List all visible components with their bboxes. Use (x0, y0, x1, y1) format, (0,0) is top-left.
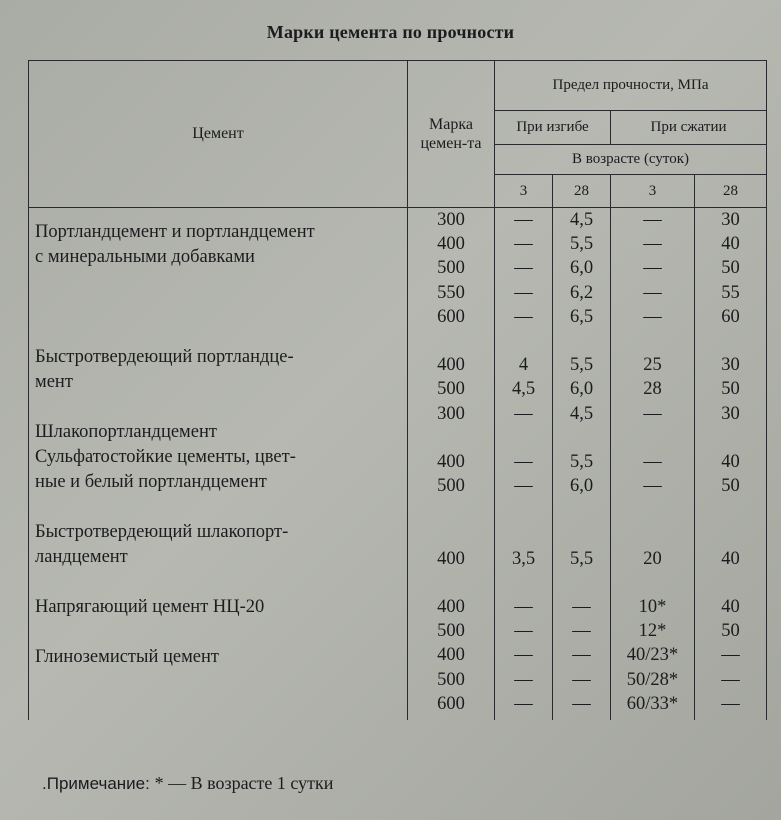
comp28-cell: — (721, 645, 740, 666)
bend3-cell: — (514, 306, 533, 327)
comp3-cell (611, 426, 694, 450)
bend3-cell (495, 498, 552, 522)
comp28-cell: 40 (721, 597, 740, 617)
bend28-cell (553, 498, 610, 522)
bend3-cell (495, 426, 552, 450)
footnote (42, 773, 333, 794)
grade-cell: 500 (437, 669, 465, 690)
header-grade-text: Марка цемен-та (420, 116, 482, 152)
comp3-column (611, 208, 695, 721)
bend3-cell: — (514, 234, 533, 255)
comp28-cell: 50 (721, 258, 740, 279)
bend3-cell (495, 522, 552, 546)
bend28-cell (553, 522, 610, 546)
comp3-cell (611, 571, 694, 595)
grade-cell: 500 (437, 476, 465, 497)
table-title: Марки цемента по прочности (266, 22, 515, 42)
header-day: 28 (695, 175, 767, 208)
grade-cell (408, 329, 494, 353)
grade-cell: 600 (437, 693, 465, 714)
bend28-cell: 6,0 (569, 476, 594, 497)
comp28-cell: 30 (721, 403, 740, 424)
comp28-cell (695, 329, 766, 353)
bend28-cell: — (572, 621, 591, 642)
header-age: В возрасте (суток) (495, 145, 767, 175)
comp28-cell: 55 (721, 282, 740, 303)
footnote-text: * — В возрасте 1 сутки (154, 773, 334, 793)
comp28-cell: 40 (721, 451, 740, 472)
bend3-cell: — (514, 597, 533, 617)
bend3-cell: — (514, 476, 533, 497)
header-compression: При сжатии (611, 111, 767, 145)
grade-cell: 600 (437, 306, 465, 327)
comp3-cell: 40/23* (626, 645, 679, 666)
comp3-cell: — (643, 282, 662, 303)
header-bending: При изгибе (495, 111, 611, 145)
bend28-cell: — (572, 645, 591, 666)
comp3-cell: 50/28* (626, 669, 679, 690)
comp3-cell: — (643, 306, 662, 327)
grade-column (408, 208, 495, 721)
grade-cell: 400 (437, 234, 465, 255)
bend28-cell: 5,5 (569, 451, 594, 472)
bend3-cell: — (514, 258, 533, 279)
comp28-column (695, 208, 767, 721)
bend28-column (553, 208, 611, 721)
grade-cell: 300 (437, 403, 465, 424)
header-day: 3 (495, 175, 553, 208)
cement-name-line (35, 270, 403, 295)
bend3-cell: — (514, 210, 533, 230)
comp28-cell: 40 (721, 548, 740, 569)
bend3-column (495, 208, 553, 721)
comp28-cell: 40 (721, 234, 740, 255)
bend28-cell: 6,0 (569, 258, 594, 279)
grade-cell (408, 522, 494, 546)
cement-name-line: Сульфатостойкие цементы, цвет- (35, 447, 296, 467)
grade-cell: 400 (437, 355, 465, 376)
comp28-cell: — (721, 669, 740, 690)
cement-name-line: Портландцемент и портландцемент (35, 222, 315, 242)
grade-cell: 550 (437, 282, 465, 303)
bend28-cell: 5,5 (569, 234, 594, 255)
bend28-cell: 6,2 (569, 282, 594, 303)
bend3-cell: 3,5 (511, 548, 536, 569)
bend28-cell: — (572, 669, 591, 690)
cement-name-line (35, 395, 403, 420)
bend3-cell: — (514, 621, 533, 642)
cement-name-line: мент (35, 372, 73, 392)
cement-name-line (35, 495, 403, 520)
header-cement: Цемент (29, 61, 408, 208)
bend3-cell: 4,5 (511, 379, 536, 400)
bend28-cell: 4,5 (569, 403, 594, 424)
bend28-cell: — (572, 597, 591, 617)
grade-cell (408, 571, 494, 595)
footnote-label: .Примечание: (42, 774, 150, 793)
cement-name-line: ландцемент (35, 547, 128, 567)
comp3-cell: — (643, 258, 662, 279)
comp28-cell (695, 571, 766, 595)
comp3-cell: 10* (638, 597, 667, 617)
comp3-cell: — (643, 476, 662, 497)
comp28-cell: 30 (721, 355, 740, 376)
comp3-cell: 28 (643, 379, 662, 400)
cement-name-line: Быстротвердеющий портландце- (35, 347, 294, 367)
bend3-cell: — (514, 669, 533, 690)
bend3-cell: — (514, 282, 533, 303)
comp28-cell: — (721, 693, 740, 714)
comp3-cell (611, 522, 694, 546)
bend3-cell: — (514, 403, 533, 424)
bend3-cell: — (514, 451, 533, 472)
cement-name-line (35, 695, 403, 720)
comp3-cell: 12* (638, 621, 667, 642)
bend28-cell: — (572, 693, 591, 714)
comp3-cell: 60/33* (626, 693, 679, 714)
bend28-cell: 5,5 (569, 355, 594, 376)
bend3-cell (495, 329, 552, 353)
comp28-cell: 60 (721, 306, 740, 327)
cement-name-line: Быстротвердеющий шлакопорт- (35, 522, 289, 542)
grade-cell: 400 (437, 451, 465, 472)
comp3-cell: — (643, 210, 662, 230)
bend28-cell (553, 571, 610, 595)
comp3-cell: — (643, 403, 662, 424)
comp3-cell: — (643, 234, 662, 255)
grade-cell (408, 498, 494, 522)
cement-grades-table (28, 60, 767, 720)
comp28-cell (695, 426, 766, 450)
comp28-cell: 50 (721, 621, 740, 642)
comp3-cell: 20 (643, 548, 662, 569)
header-grade (408, 61, 495, 208)
grade-cell (408, 426, 494, 450)
comp28-cell: 50 (721, 476, 740, 497)
grade-cell: 400 (437, 548, 465, 569)
comp28-cell: 50 (721, 379, 740, 400)
comp28-cell (695, 522, 766, 546)
cement-name-line: Шлакопортландцемент (35, 422, 217, 442)
comp3-cell (611, 329, 694, 353)
cement-name-line: Напрягающий цемент НЦ-20 (35, 597, 265, 617)
bend28-cell (553, 329, 610, 353)
header-day: 3 (611, 175, 695, 208)
cement-name-line (35, 570, 403, 595)
comp28-cell (695, 498, 766, 522)
bend28-cell: 6,5 (569, 306, 594, 327)
comp3-cell: — (643, 451, 662, 472)
cement-name-line: с минеральными добавками (35, 247, 255, 267)
grade-cell: 500 (437, 258, 465, 279)
bend3-cell: — (514, 645, 533, 666)
bend28-cell: 6,0 (569, 379, 594, 400)
comp3-cell (611, 498, 694, 522)
cement-name-line (35, 620, 403, 645)
cement-name-line (35, 320, 403, 345)
bend3-cell (495, 571, 552, 595)
bend28-cell (553, 426, 610, 450)
grade-cell: 400 (437, 597, 465, 617)
bend3-cell: — (514, 693, 533, 714)
comp3-cell: 25 (643, 355, 662, 376)
cement-name-column (29, 208, 408, 721)
header-strength: Предел прочности, МПа (495, 61, 767, 111)
bend28-cell: 4,5 (569, 210, 594, 230)
bend28-cell: 5,5 (569, 548, 594, 569)
comp28-cell: 30 (721, 210, 740, 230)
cement-name-line: Глиноземистый цемент (35, 647, 219, 667)
grade-cell: 300 (437, 210, 465, 230)
grade-cell: 500 (437, 621, 465, 642)
grade-cell: 400 (437, 645, 465, 666)
bend3-cell: 4 (518, 355, 529, 376)
cement-name-line (35, 670, 403, 695)
header-day: 28 (553, 175, 611, 208)
cement-name-line (35, 295, 403, 320)
cement-name-line: ные и белый портландцемент (35, 472, 267, 492)
grade-cell: 500 (437, 379, 465, 400)
